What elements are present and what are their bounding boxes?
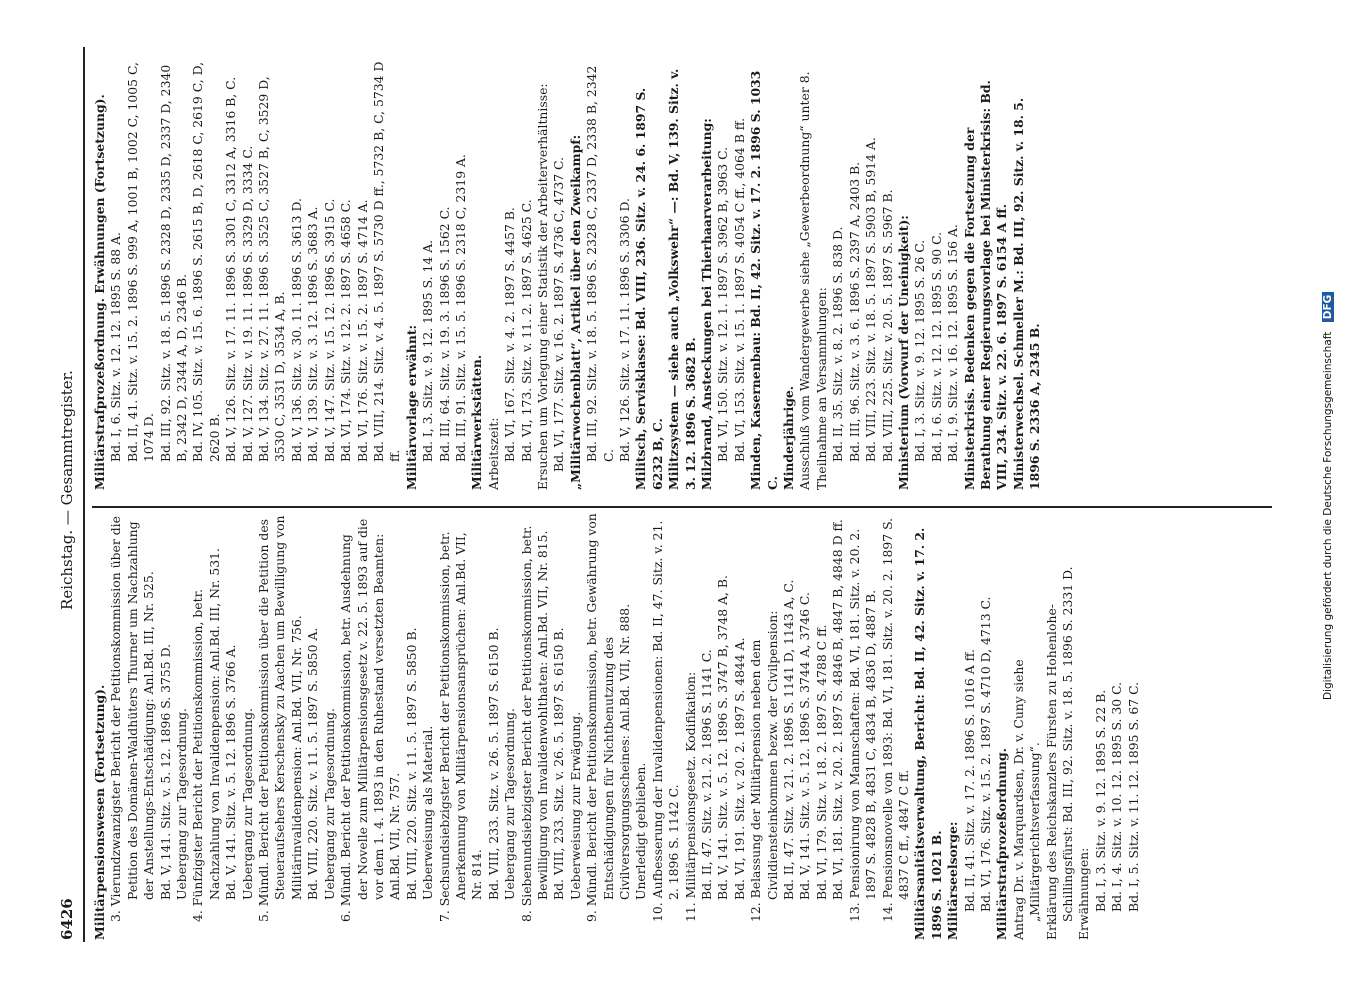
index-entry: Ausschluß vom Wandergewerbe siehe „Gewerbeordnung“ unter 8.	[797, 71, 813, 490]
index-heading: Militärstrafprozeßordnung. Erwähnungen (Fortsetzung).	[92, 94, 107, 490]
index-entry: Bd. II, 35. Sitz. v. 8. 2. 1896 S. 838 D.	[830, 226, 846, 462]
digitization-credit	[1322, 20, 1334, 700]
index-entry: 14. Pensionsnovelle von 1893: Bd. VI, 181. Sitz. v. 20. 2. 1897 S. 4837 C ff., 4847 C ff.	[879, 517, 911, 922]
index-entry: Bd. VI, 173. Sitz. v. 11. 2. 1897 S. 4625 C.	[518, 199, 534, 462]
index-entry: 5. Mündl. Bericht der Petitionskommission über die Petition des Steueraufsehers Kerschensky zu Aachen um Bewilligung von Militärinvalidenpension: Anl.Bd. VII, Nr. 756.	[256, 515, 304, 922]
index-entry: Bd. I, 3. Sitz. v. 9. 12. 1895 S. 14 A.	[420, 239, 436, 462]
index-entry: Ersuchen um Vorlegung einer Statistik der Arbeiterverhältnisse: Bd. VI, 177. Sitz. v. 16. 2. 1897 S. 4736 C, 4737 C.	[534, 83, 567, 490]
index-heading: Ministerkrisis. Bedenken gegen die Fortsetzung der Berathung einer Regierungsvorlage bei Ministerkrisis: Bd. VIII, 234. Sitz. v. 22. 6. 1897 S. 6154 A ff.	[961, 80, 1010, 490]
index-entry: 13. Pensionirung von Mannschaften: Bd. VI, 181. Sitz. v. 20. 2. 1897 S. 4828 B, 4831 C, 4834 B, 4836 D, 4887 B.	[846, 528, 879, 922]
index-entry: Bd. I, 3. Sitz. v. 9. 12. 1895 S. 26 C.	[912, 239, 928, 462]
index-entry: Bd. II, 47. Sitz. v. 21. 2. 1896 S. 1141 D, 1143 A, C.	[781, 579, 797, 900]
index-entry: Arbeitszeit:	[485, 417, 501, 490]
index-entry: Bd. VIII, 223. Sitz. v. 18. 5. 1897 S. 5903 B, 5914 A.	[863, 137, 879, 462]
index-entry: Bd. VI, 191. Sitz. v. 20. 2. 1897 S. 4844 A.	[731, 637, 747, 900]
index-heading: Militärvorlage erwähnt:	[403, 324, 419, 490]
index-entry: Bd. III, 64. Sitz. v. 19. 3. 1896 S. 1562 C.	[436, 206, 452, 462]
index-entry: Bd. V, 141. Sitz. v. 5. 12. 1896 S. 3747 B, 3748 A, B.	[715, 575, 731, 900]
index-entry: Bd. VIII, 220. Sitz. v. 11. 5. 1897 S. 5850 A.	[305, 627, 321, 900]
index-entry: Bd. V, 127. Sitz. v. 19. 11. 1896 S. 3329 D, 3334 C.	[239, 145, 255, 462]
index-entry: Theilnahme an Versammlungen:	[813, 287, 829, 490]
index-entry: 10. Aufbesserung der Invalidenpensionen: Bd. II, 47. Sitz. v. 21. 2. 1896 S. 1142 C.	[649, 520, 682, 922]
index-entry: Bd. VIII, 233. Sitz. v. 26. 5. 1897 S. 6150 B.	[485, 627, 501, 900]
index-entry: Uebergang zur Tagesordnung.	[321, 708, 337, 900]
index-entry: 6. Mündl. Bericht der Petitionskommission, betr. Ausdehnung der Novelle zum Militärpensionsgesetz v. 22. 5. 1893 auf die vor dem 1. 4. 1893 in den Ruhestand versetzten Beamten: Anl.Bd. VII, Nr. 757.	[338, 518, 403, 922]
index-entry: Bd. VIII, 225. Sitz. v. 20. 5. 1897 S. 5967 B.	[879, 189, 895, 462]
index-heading: Militsch, Servisklasse: Bd. VIII, 236. Sitz. v. 24. 6. 1897 S. 6232 B, C.	[633, 87, 665, 490]
running-title: Reichstag. — Gesammtregister.	[58, 370, 76, 610]
index-entry: Bd. VI, 167. Sitz. v. 4. 2. 1897 S. 4457 B.	[502, 207, 518, 462]
index-entry: Bd. VI, 181. Sitz. v. 20. 2. 1897 S. 4846 B, 4847 B, 4848 D ff.	[830, 519, 846, 900]
index-entry: Antrag Dr. v. Marquardsen, Dr. v. Cuny siehe „Militärgerichtsverfassung“.	[1010, 659, 1043, 940]
index-entry: 11. Militärpensionsgesetz. Kodifikation:	[682, 671, 698, 922]
index-entry: Bd. I, 6. Sitz. v. 12. 12. 1895 S. 88 A.	[108, 232, 124, 462]
index-entry: Uebergang zur Tagesordnung.	[239, 708, 255, 900]
index-entry: Bd. I, 9. Sitz. v. 16. 12. 1895 S. 156 A.	[945, 224, 961, 462]
page-number: 6426	[58, 898, 76, 940]
index-entry: Bd. VI, 174. Sitz. v. 12. 2. 1897 S. 4658 C.	[338, 199, 354, 462]
index-heading: Minden, Kasernenbau: Bd. II, 42. Sitz. v. 17. 2. 1896 S. 1033 C.	[748, 70, 780, 490]
index-entry: Bd. V, 126. Sitz. v. 17. 11. 1896 S. 3301 C, 3312 A, 3316 B, C.	[223, 76, 239, 462]
index-entry: Bd. V, 126. Sitz. v. 17. 11. 1896 S. 3306 D.	[617, 198, 632, 462]
credit-text: Digitalisierung gefördert durch die Deutsche Forschungsgemeinschaft	[1322, 331, 1334, 700]
left-column	[92, 510, 1142, 940]
index-heading: Militärwerkstätten.	[469, 354, 485, 490]
index-entry: 12. Belassung der Militärpension neben dem Civildiensteinkommen bezw. der Civilpension:	[748, 610, 780, 922]
dfg-logo: DFG	[1322, 292, 1334, 323]
right-column	[92, 60, 1044, 490]
index-entry: Bd. VI, 179. Sitz. v. 18. 2. 1897 S. 4788 C ff.	[813, 624, 829, 900]
index-entry: Uebergang zur Tagesordnung.	[502, 708, 518, 900]
index-entry: Bd. III, 91. Sitz. v. 15. 5. 1896 S. 2318 C, 2319 A.	[452, 154, 468, 462]
index-heading: „Militärwochenblatt“, Artikel über den Zweikampf:	[567, 134, 583, 490]
index-entry: Bd. V, 139. Sitz. v. 3. 12. 1896 S. 3683 A.	[305, 206, 321, 462]
index-entry: 9. Mündl. Bericht der Petitionskommission, betr. Gewährung von Entschädigungen für Nichtbenutzung des Civilversorgungsscheines: Anl.Bd. VII, Nr. 888.	[584, 513, 632, 922]
page-header	[58, 40, 80, 940]
index-entry: Bd. V, 134. Sitz. v. 27. 11. 1896 S. 3525 C, 3527 B, C, 3529 D, 3530 C, 3531 D, 3534 A, B.	[256, 76, 288, 462]
index-entry: Bd. V, 141. Sitz. v. 5. 12. 1896 S. 3755 D.	[157, 643, 173, 900]
index-heading: Minderjährige.	[781, 385, 797, 490]
index-entry: Unerledigt geblieben.	[633, 762, 649, 900]
index-entry: Bd. VIII, 214. Sitz. v. 4. 5. 1897 S. 5730 D ff., 5732 B, C, 5734 D ff.	[370, 61, 403, 462]
index-heading: Milzbrand, Ansteckungen bei Thierhaarverarbeitung:	[699, 118, 715, 490]
index-entry: Bd. II, 41. Sitz. v. 15. 2. 1896 S. 999 A, 1001 B, 1002 C, 1005 C, 1074 D.	[124, 62, 157, 462]
index-entry: Bd. III, 92. Sitz. v. 18. 5. 1896 S. 2328 D, 2335 D, 2337 D, 2340 B, 2342 D, 2344 A, D, 2346 B.	[157, 64, 190, 462]
index-entry: Bd. V, 136. Sitz. v. 30. 11. 1896 S. 3613 D.	[288, 198, 304, 462]
index-entry: Bd. VI, 176. Sitz. v. 15. 2. 1897 S. 4714 A.	[354, 199, 370, 462]
index-entry: Bd. I, 6. Sitz. v. 12. 12. 1895 S. 90 C.	[928, 231, 944, 462]
index-entry: Bd. VIII, 220. Sitz. v. 11. 5. 1897 S. 5850 B.	[403, 627, 419, 900]
index-entry: Bd. V, 141. Sitz. v. 5. 12. 1896 S. 3766 A.	[223, 644, 239, 900]
index-entry: 4. Fünfzigster Bericht der Petitionskommission, betr. Nachzahlung von Invalidenpension: Anl.Bd. III, Nr. 531.	[190, 548, 222, 922]
index-entry: Bd. VI, 176. Sitz. v. 15. 2. 1897 S. 4710 D, 4713 C.	[977, 596, 993, 912]
index-entry: 3. Vierundzwanzigster Bericht der Petitionskommission über die Petition des Domänen-Waldhüters Thurner um Nachzahlung der Anstellungs-Entschädigung: Anl.Bd. III, Nr. 525.	[108, 516, 157, 922]
index-entry: Bd. I, 5. Sitz. v. 11. 12. 1895 S. 67 C.	[1125, 681, 1141, 912]
index-entry: Bd. I, 3. Sitz. v. 9. 12. 1895 S. 22 B.	[1092, 689, 1108, 912]
column-divider	[92, 507, 1272, 509]
index-entry: Erwähnungen:	[1076, 847, 1092, 940]
index-entry: Ueberweisung als Material.	[420, 725, 436, 900]
index-heading: Militärsanitätsverwaltung, Bericht: Bd. II, 42. Sitz. v. 17. 2. 1896 S. 1021 B.	[912, 527, 944, 940]
index-heading: Ministerium (Vorwurf der Uneinigkeit):	[895, 215, 911, 490]
index-heading: Militzsystem — siehe auch „Volkswehr“ —: Bd. V, 139. Sitz. v. 3. 12. 1896 S. 3682 B.	[666, 68, 698, 490]
index-entry: Bd. III, 96. Sitz. v. 3. 6. 1896 S. 2397 A, 2403 B.	[846, 161, 862, 462]
header-rule	[83, 47, 85, 942]
index-entry: Bd. VIII, 233. Sitz. v. 26. 5. 1897 S. 6150 B.	[551, 627, 567, 900]
index-entry: Bd. VI, 150. Sitz. v. 12. 1. 1897 S. 3962 B, 3963 C.	[715, 146, 731, 462]
index-entry: 8. Siebenundsiebzigster Bericht der Petitionskommission, betr. Bewilligung von Invalidenwohlthaten: Anl.Bd. VII, Nr. 815.	[518, 525, 550, 922]
index-heading: Militärstrafprozeßordnung.	[994, 748, 1010, 940]
index-entry: Erklärung des Reichskanzlers Fürsten zu Hohenlohe-Schillingsfürst: Bd. III, 92. Sitz. v. 18. 5. 1896 S. 2331 D.	[1043, 566, 1075, 940]
index-entry: Bd. I, 4. Sitz. v. 10. 12. 1895 S. 30 C.	[1109, 681, 1125, 912]
index-entry: 7. Sechsundsiebzigster Bericht der Petitionskommission, betr. Anerkennung von Militärpensionsansprüchen: Anl.Bd. VII, Nr. 814.	[436, 531, 485, 922]
index-entry: Bd. IV, 105. Sitz. v. 15. 6. 1896 S. 2615 B, D, 2618 C, 2619 C, D, 2620 B.	[190, 61, 222, 462]
index-heading: Militärpensionswesen (Fortsetzung).	[92, 684, 107, 940]
index-entry: Bd. II, 47. Sitz. v. 21. 2. 1896 S. 1141 C.	[699, 649, 715, 900]
index-entry: Bd. II, 41. Sitz. v. 17. 2. 1896 S. 1016 A ff.	[961, 649, 977, 912]
index-heading: Militärseelsorge:	[945, 821, 961, 940]
index-entry: Ueberweisung zur Erwägung.	[567, 711, 583, 900]
index-entry: Bd. VI, 153. Sitz. v. 15. 1. 1897 S. 4054 C ff., 4064 B ff.	[731, 117, 747, 462]
index-entry: Bd. III, 92. Sitz. v. 18. 5. 1896 S. 2328 C, 2337 D, 2338 B, 2342 C.	[584, 65, 616, 462]
index-entry: Uebergang zur Tagesordnung.	[174, 708, 190, 900]
index-entry: Bd. V, 147. Sitz. v. 15. 12. 1896 S. 3915 C.	[321, 198, 337, 462]
index-heading: Ministerwechsel. Schmeller M.: Bd. III, 92. Sitz. v. 18. 5. 1896 S. 2336 A, 2345 B.	[1010, 97, 1043, 490]
index-entry: Bd. V, 141. Sitz. v. 5. 12. 1896 S. 3744 A, 3746 C.	[797, 592, 813, 900]
